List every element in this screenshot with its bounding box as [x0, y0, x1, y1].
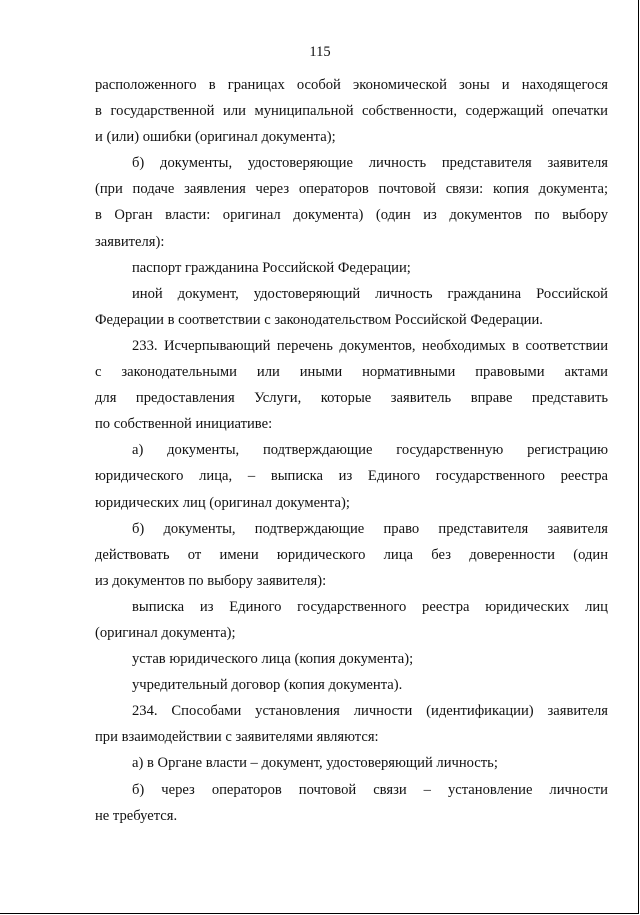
text-line: б) через операторов почтовой связи – установление личности: [132, 781, 608, 798]
text-line: б) документы, подтверждающие право представителя заявителя: [132, 520, 608, 537]
text-line: при взаимодействии с заявителями являются:: [95, 729, 379, 746]
text-line: не требуется.: [95, 807, 178, 824]
text-line: паспорт гражданина Российской Федерации;: [132, 259, 411, 276]
text-line: Федерации в соответствии с законодательством Российской Федерации.: [95, 311, 543, 328]
text-line: расположенного в границах особой экономической зоны и находящегося: [95, 77, 608, 93]
text-line: в государственной или муниципальной собственности, содержащий опечатки: [95, 103, 608, 120]
text-line: устав юридического лица (копия документа);: [132, 651, 414, 668]
text-line: юридического лица, – выписка из Единого государственного реестра: [95, 468, 608, 485]
text-line: а) документы, подтверждающие государственную регистрацию: [132, 442, 608, 459]
page-number: 115: [309, 44, 331, 60]
text-line: заявителя):: [95, 233, 165, 250]
text-line: для предоставления Услуги, которые заявитель вправе представить: [95, 390, 608, 407]
document-body: [95, 72, 608, 829]
text-line: 233. Исчерпывающий перечень документов, необходимых в соответствии: [132, 337, 608, 354]
text-line: (при подаче заявления через операторов почтовой связи: копия документа;: [95, 181, 608, 198]
text-line: выписка из Единого государственного реестра юридических лиц: [132, 598, 608, 615]
text-line: 234. Способами установления личности (идентификации) заявителя: [132, 703, 608, 720]
text-line: юридических лиц (оригинал документа);: [95, 494, 350, 511]
text-line: из документов по выбору заявителя):: [95, 572, 327, 589]
text-line: иной документ, удостоверяющий личность гражданина Российской: [132, 285, 608, 302]
text-line: в Орган власти: оригинал документа) (один из документов по выбору: [95, 207, 608, 224]
text-line: б) документы, удостоверяющие личность представителя заявителя: [132, 155, 608, 172]
text-line: учредительный договор (копия документа).: [132, 677, 403, 694]
text-line: действовать от имени юридического лица без доверенности (один: [95, 546, 608, 563]
text-line: (оригинал документа);: [95, 624, 236, 641]
text-line: с законодательными или иными нормативными правовыми актами: [95, 364, 608, 381]
text-line: а) в Органе власти – документ, удостоверяющий личность;: [132, 755, 498, 772]
text-line: и (или) ошибки (оригинал документа);: [95, 129, 336, 146]
text-line: по собственной инициативе:: [95, 416, 273, 433]
